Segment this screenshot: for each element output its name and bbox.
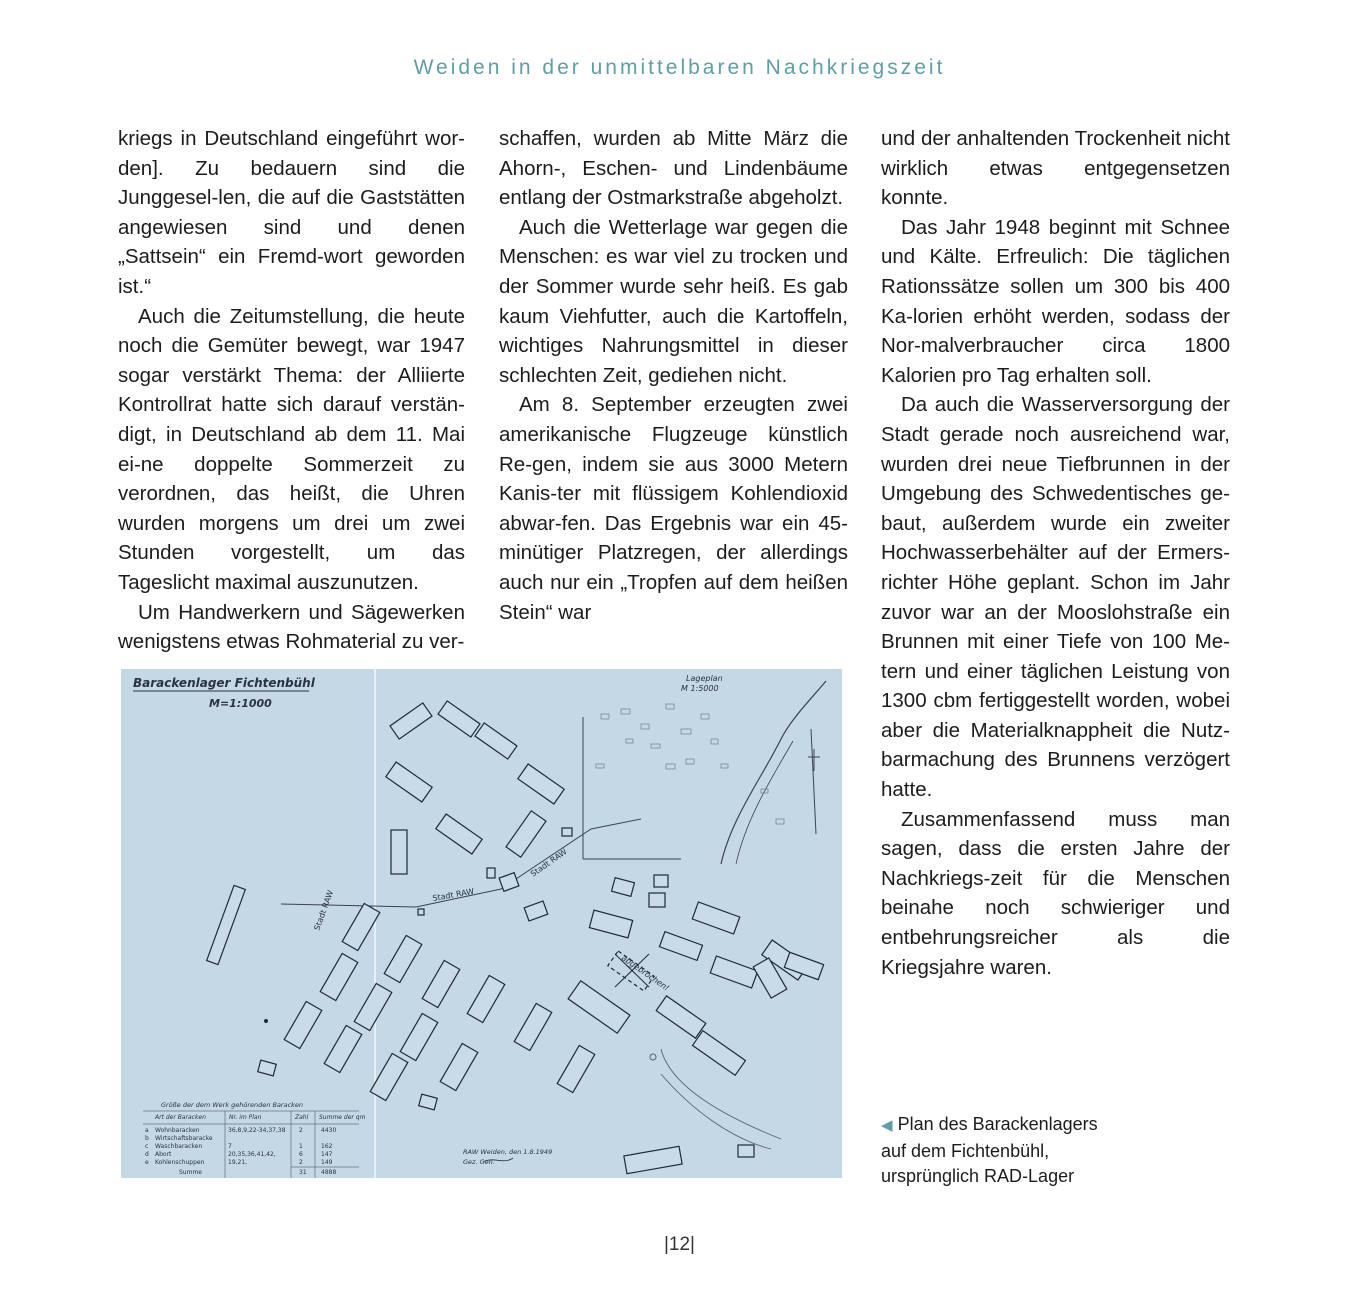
legend-cell: d bbox=[145, 1151, 149, 1158]
legend-cell: 36,8,9,22-34,37,38 bbox=[228, 1127, 286, 1134]
legend-cell: 20,35,36,41,42, bbox=[228, 1151, 276, 1158]
figure-caption bbox=[881, 1112, 1141, 1190]
caption-line: Plan des Barackenlagers bbox=[897, 1114, 1098, 1134]
camp-plan-figure bbox=[121, 669, 842, 1178]
legend-header: Nr. im Plan bbox=[229, 1114, 262, 1121]
legend-cell: 7 bbox=[228, 1143, 232, 1150]
plan-signature-date: RAW Weiden, den 1.8.1949 bbox=[463, 1148, 553, 1156]
caption-arrow-icon: ◀ bbox=[881, 1117, 893, 1134]
plan-scale: M=1:1000 bbox=[209, 697, 272, 710]
legend-cell: 147 bbox=[321, 1151, 333, 1158]
text-column-2 bbox=[499, 124, 848, 627]
legend-header: Summe der qm bbox=[319, 1114, 366, 1121]
legend-cell: Kohlenschuppen bbox=[155, 1159, 205, 1166]
legend-cell: c bbox=[145, 1143, 149, 1150]
legend-header: Art der Baracken bbox=[155, 1114, 206, 1121]
legend-header: Zahl bbox=[295, 1114, 309, 1121]
camp-plan-drawing bbox=[121, 669, 842, 1178]
paragraph: und der anhaltenden Trockenheit nicht wirklich etwas entgegensetzen konnte. bbox=[881, 127, 1230, 210]
legend-cell: 1 bbox=[299, 1143, 303, 1150]
legend-cell: Waschbaracken bbox=[155, 1143, 203, 1150]
paragraph: Zusammenfassend muss man sagen, dass die ersten Jahre der Nachkriegs-zeit für die Menschen beinahe noch schwieriger und entbehrungsreicher als die Kriegsjahre waren. bbox=[881, 807, 1230, 979]
legend-cell: 19,21, bbox=[228, 1159, 248, 1166]
paragraph: kriegs in Deutschland eingeführt wor-den]. Zu bedauern sind die Junggesel-len, die auf die Gaststätten angewiesen sind und denen „Sattsein“ ein Fremd-wort geworden ist.“ bbox=[118, 127, 465, 298]
text-column-3 bbox=[881, 124, 1230, 982]
legend-cell: Wohnbaracken bbox=[155, 1127, 200, 1134]
inset-site-plan bbox=[583, 674, 826, 864]
paragraph: Auch die Zeitumstellung, die heute noch die Gemüter bewegt, war 1947 sogar verstärkt Thema: der Alliierte Kontrollrat hatte sich darauf verstän-digt, in Deutschland ab dem 11. Mai ei-ne doppelte Sommerzeit zu verordnen, das heißt, die Uhren wurden morgens um drei um zwei Stunden vorgestellt, um das Tageslicht maximal auszunutzen. bbox=[118, 304, 465, 594]
legend-cell: a bbox=[145, 1127, 149, 1134]
caption-line: ursprünglich RAD-Lager bbox=[881, 1166, 1075, 1186]
plan-signature: Gez. Gen. bbox=[463, 1158, 495, 1166]
legend-cell: b bbox=[145, 1135, 149, 1142]
legend-cell: Wirtschaftsbaracke bbox=[155, 1135, 213, 1142]
legend-cell: 149 bbox=[321, 1159, 333, 1166]
inset-title: Lageplan bbox=[686, 674, 723, 683]
legend-cell: Abort bbox=[155, 1151, 172, 1158]
legend-cell: Summe bbox=[179, 1169, 202, 1176]
legend-cell: 2 bbox=[299, 1159, 303, 1166]
paragraph: Am 8. September erzeugten zwei amerikanische Flugzeuge künstlich Re-gen, indem sie aus 3000 Metern Kanis-ter mit flüssigem Kohlendioxid abwar-fen. Das Ergebnis war ein 45-minütiger Platzregen, der allerdings auch nur ein „Tropfen auf dem heißen Stein“ war bbox=[499, 393, 848, 624]
caption-line: auf dem Fichtenbühl, bbox=[881, 1140, 1050, 1161]
legend-cell: 162 bbox=[321, 1143, 333, 1150]
legend-table bbox=[143, 1101, 366, 1178]
inset-scale: M 1:5000 bbox=[681, 684, 719, 693]
road-label: Stadt RAW bbox=[528, 847, 569, 879]
legend-title: Größe der dem Werk gehörenden Baracken bbox=[161, 1101, 304, 1109]
demolished-label: abgebrochen! bbox=[619, 953, 671, 993]
paragraph: Um Handwerkern und Sägewerken wenigstens etwas Rohmaterial zu ver- bbox=[118, 600, 465, 654]
page-number: |12| bbox=[663, 1234, 695, 1255]
paragraph: Auch die Wetterlage war gegen die Menschen: es war viel zu trocken und der Sommer wurde sehr heiß. Es gab kaum Viehfutter, auch die Kartoffeln, wichtiges Nahrungsmittel in dieser schlechten Zeit, gediehen nicht. bbox=[499, 215, 848, 387]
paragraph: schaffen, wurden ab Mitte März die Ahorn-, Eschen- und Lindenbäume entlang der Ostmarkstraße abgeholzt. bbox=[499, 127, 848, 210]
road-label: Stadt RAW bbox=[312, 889, 336, 932]
legend-cell: 31 bbox=[299, 1169, 307, 1176]
legend-cell: e bbox=[145, 1159, 149, 1166]
legend-cell: 4430 bbox=[321, 1127, 337, 1134]
running-head: Weiden in der unmittelbaren Nachkriegszeit bbox=[413, 56, 946, 79]
plan-title: Barackenlager Fichtenbühl bbox=[133, 676, 315, 690]
legend-cell: 2 bbox=[299, 1127, 303, 1134]
legend-cell: 6 bbox=[299, 1151, 303, 1158]
paragraph: Das Jahr 1948 beginnt mit Schnee und Kälte. Erfreulich: Die täglichen Rationssätze sollen um 300 bis 400 Ka-lorien erhöht werden, sodass der Nor-malverbraucher circa 1800 Kalorien pro Tag erhalten soll. bbox=[881, 215, 1230, 387]
legend-cell: 4888 bbox=[321, 1169, 337, 1176]
text-column-1 bbox=[118, 124, 465, 657]
paragraph: Da auch die Wasserversorgung der Stadt gerade noch ausreichend war, wurden drei neue Tiefbrunnen in der Umgebung des Schwedentisches ge-baut, außerdem wurde ein zweiter Hochwasserbehälter auf der Ermers-richter Höhe geplant. Schon im Jahr zuvor war an der Mooslohstraße ein Brunnen mit einer Tiefe von 100 Me-tern und einer täglichen Leistung von 1300 cbm fertiggestellt worden, wobei aber die Materialknappheit die Nutz-barmachung des Brunnens verzögert hatte. bbox=[881, 393, 1230, 802]
road-label: Stadt RAW bbox=[431, 886, 475, 903]
